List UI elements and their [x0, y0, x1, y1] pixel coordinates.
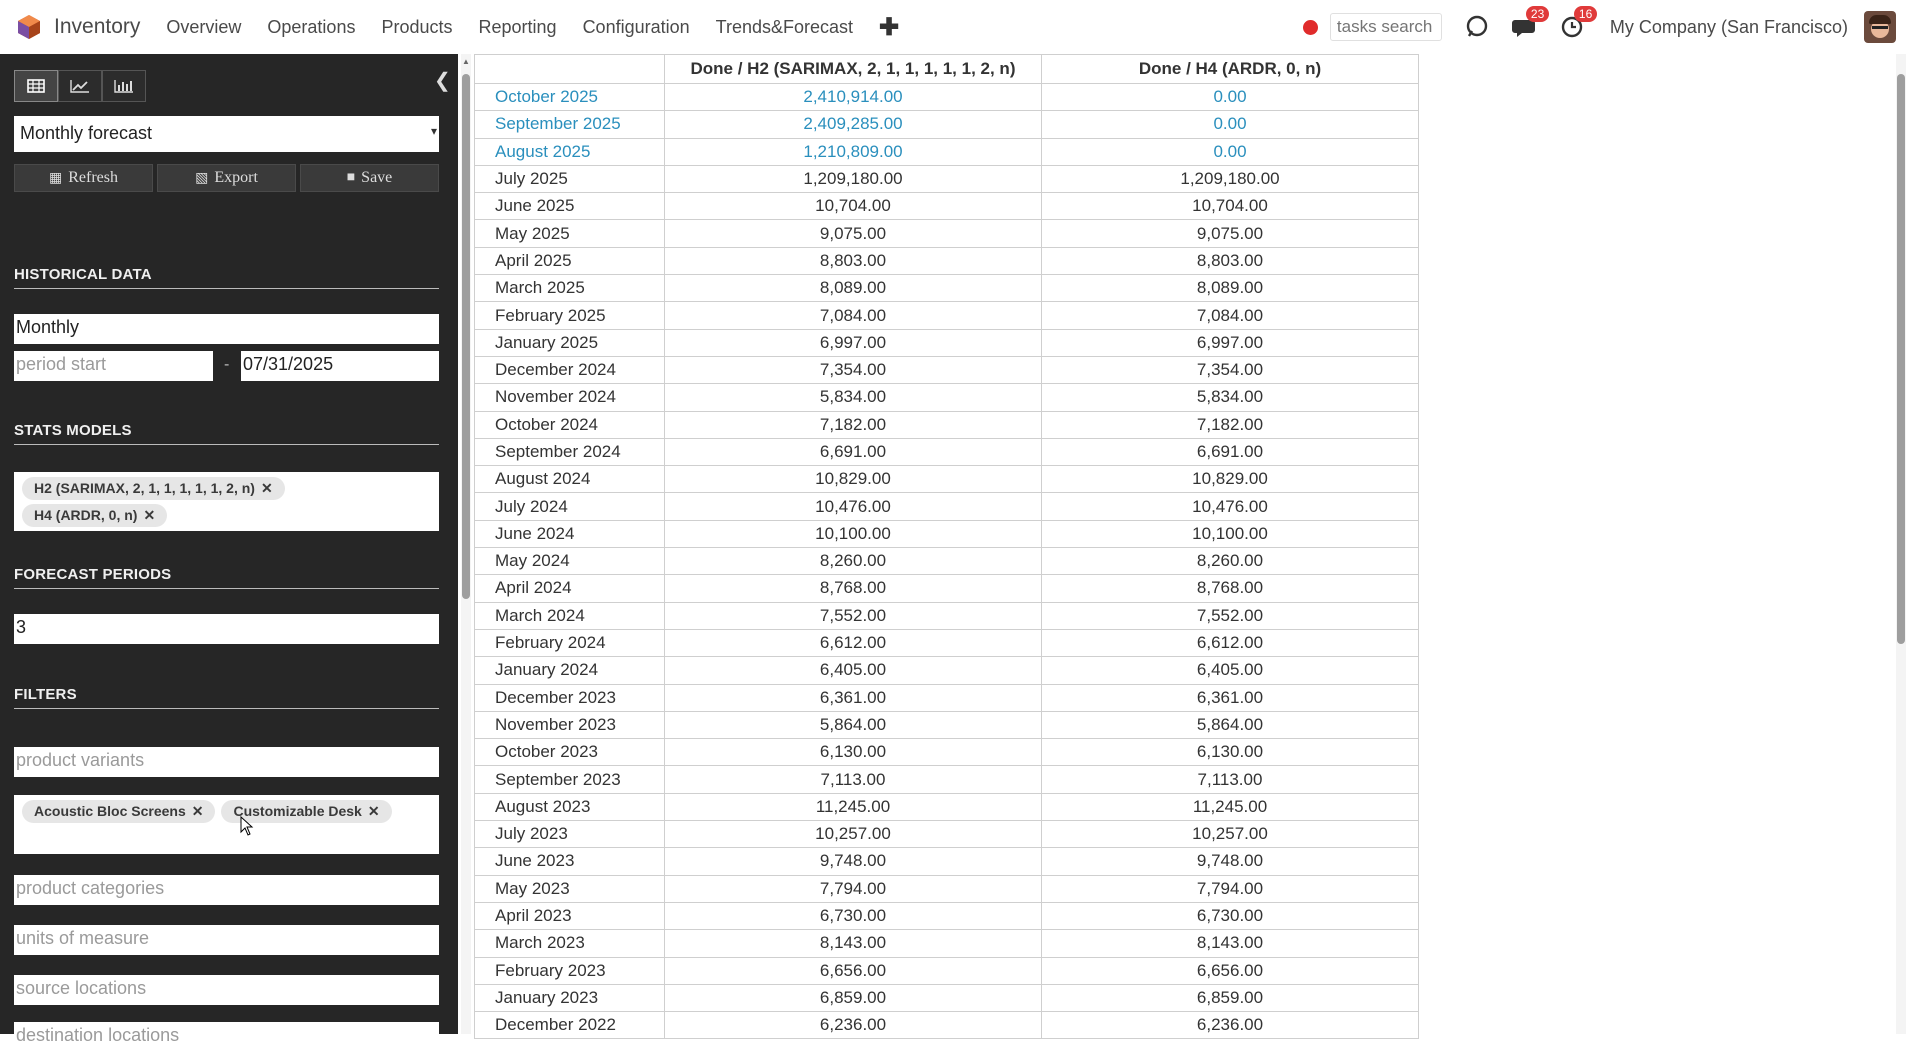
h2-value-cell: 5,834.00: [665, 384, 1042, 411]
page-scrollbar[interactable]: [1896, 54, 1906, 1034]
period-cell: July 2025: [475, 165, 665, 192]
h4-value-cell: 6,130.00: [1042, 739, 1419, 766]
table-row[interactable]: [475, 302, 1419, 329]
table-body: [475, 84, 1419, 1039]
caret-down-icon: ▾: [430, 124, 437, 138]
period-cell: September 2024: [475, 438, 665, 465]
period-cell: February 2023: [475, 957, 665, 984]
table-row[interactable]: [475, 602, 1419, 629]
h2-value-cell: 8,260.00: [665, 548, 1042, 575]
top-navbar: [0, 0, 1906, 54]
h2-value-cell: 7,182.00: [665, 411, 1042, 438]
table-row[interactable]: [475, 165, 1419, 192]
product-tag-acoustic: Acoustic Bloc Screens ✕: [22, 800, 215, 823]
h4-value-cell: 6,656.00: [1042, 957, 1419, 984]
table-row[interactable]: [475, 629, 1419, 656]
discuss-icon[interactable]: [1464, 14, 1490, 40]
menu-trends-forecast[interactable]: Trends&Forecast: [715, 16, 854, 37]
inventory-app-logo[interactable]: [16, 14, 42, 40]
forecast-table-wrapper: [474, 54, 1419, 1039]
scroll-up-icon[interactable]: ▲: [462, 57, 470, 66]
table-row[interactable]: [475, 84, 1419, 111]
table-row[interactable]: [475, 247, 1419, 274]
h2-value-cell: 8,768.00: [665, 575, 1042, 602]
table-row[interactable]: [475, 575, 1419, 602]
stats-models-tags[interactable]: [14, 472, 439, 531]
period-cell: May 2023: [475, 875, 665, 902]
line-chart-icon[interactable]: [58, 70, 102, 102]
export-button[interactable]: ▧ Export: [157, 164, 296, 192]
h2-value-cell: 7,354.00: [665, 356, 1042, 383]
h4-value-cell: 8,803.00: [1042, 247, 1419, 274]
period-cell: December 2023: [475, 684, 665, 711]
company-switcher[interactable]: My Company (San Francisco): [1609, 16, 1848, 37]
h2-value-cell: 6,405.00: [665, 657, 1042, 684]
bar-chart-icon[interactable]: [102, 70, 146, 102]
product-tag-desk: Customizable Desk ✕: [221, 800, 391, 823]
h4-value-cell: 10,476.00: [1042, 493, 1419, 520]
h2-value-cell: 8,803.00: [665, 247, 1042, 274]
h4-value-cell: 6,361.00: [1042, 684, 1419, 711]
table-row[interactable]: [475, 466, 1419, 493]
save-disk-icon: ■: [346, 170, 356, 185]
period-column-header: [475, 55, 665, 84]
table-row[interactable]: [475, 766, 1419, 793]
h2-value-cell: 1,210,809.00: [665, 138, 1042, 165]
h4-value-cell: 11,245.00: [1042, 793, 1419, 820]
h2-value-cell: 10,829.00: [665, 466, 1042, 493]
table-row[interactable]: [475, 793, 1419, 820]
topbar-right: [1303, 0, 1906, 54]
h4-value-cell: 6,691.00: [1042, 438, 1419, 465]
menu-products[interactable]: Products: [381, 16, 453, 37]
calculator-icon: ▦: [49, 170, 63, 186]
h4-value-cell: 8,768.00: [1042, 575, 1419, 602]
h4-value-cell: 7,552.00: [1042, 602, 1419, 629]
period-cell: January 2025: [475, 329, 665, 356]
period-cell: March 2025: [475, 275, 665, 302]
period-cell: March 2023: [475, 930, 665, 957]
mouse-cursor-icon: [240, 816, 254, 836]
period-cell: May 2025: [475, 220, 665, 247]
h2-value-cell: 6,236.00: [665, 1012, 1042, 1039]
table-row[interactable]: [475, 930, 1419, 957]
h2-value-cell: 6,859.00: [665, 984, 1042, 1011]
menu-configuration[interactable]: Configuration: [582, 16, 690, 37]
h4-value-cell: 10,257.00: [1042, 821, 1419, 848]
h2-value-cell: 7,552.00: [665, 602, 1042, 629]
h4-value-cell: 7,182.00: [1042, 411, 1419, 438]
table-row[interactable]: [475, 329, 1419, 356]
historical-data-title: HISTORICAL DATA: [14, 266, 439, 289]
period-cell: April 2023: [475, 902, 665, 929]
h4-value-cell: 0.00: [1042, 111, 1419, 138]
menu-operations[interactable]: Operations: [267, 16, 356, 37]
remove-tag-icon[interactable]: ✕: [367, 803, 380, 819]
period-cell: June 2024: [475, 520, 665, 547]
granularity-field[interactable]: Monthly: [14, 314, 439, 344]
table-row[interactable]: [475, 438, 1419, 465]
table-row[interactable]: [475, 520, 1419, 547]
h4-value-cell: 7,794.00: [1042, 875, 1419, 902]
period-cell: December 2024: [475, 356, 665, 383]
h4-value-cell: 8,143.00: [1042, 930, 1419, 957]
h4-value-cell: 10,704.00: [1042, 193, 1419, 220]
scrollbar-thumb[interactable]: [462, 74, 470, 599]
table-row[interactable]: [475, 111, 1419, 138]
remove-tag-icon[interactable]: ✕: [191, 803, 204, 819]
plus-icon[interactable]: ✚: [879, 13, 900, 41]
table-row[interactable]: [475, 902, 1419, 929]
period-start-input[interactable]: period start: [14, 351, 213, 381]
period-cell: July 2024: [475, 493, 665, 520]
h4-value-cell: 6,859.00: [1042, 984, 1419, 1011]
table-row[interactable]: [475, 411, 1419, 438]
h4-value-cell: 7,113.00: [1042, 766, 1419, 793]
view-switcher: [14, 70, 146, 102]
table-row[interactable]: [475, 711, 1419, 738]
forecast-periods-input[interactable]: 3: [14, 614, 439, 644]
period-cell: August 2024: [475, 466, 665, 493]
source-locations-input[interactable]: source locations: [14, 975, 439, 1005]
table-row[interactable]: [475, 384, 1419, 411]
h2-value-cell: 7,794.00: [665, 875, 1042, 902]
h2-value-cell: 6,730.00: [665, 902, 1042, 929]
forecast-periods-title: FORECAST PERIODS: [14, 566, 439, 589]
h2-value-cell: 6,691.00: [665, 438, 1042, 465]
refresh-button[interactable]: ▦ Refresh: [14, 164, 153, 192]
collapse-sidebar-icon[interactable]: ❮: [434, 70, 451, 92]
h2-value-cell: 6,361.00: [665, 684, 1042, 711]
units-of-measure-input[interactable]: units of measure: [14, 925, 439, 955]
h4-value-cell: 0.00: [1042, 138, 1419, 165]
period-cell: June 2023: [475, 848, 665, 875]
action-buttons: [14, 164, 439, 192]
period-cell: August 2025: [475, 138, 665, 165]
h2-value-cell: 7,113.00: [665, 766, 1042, 793]
h2-value-cell: 1,209,180.00: [665, 165, 1042, 192]
h2-value-cell: 2,409,285.00: [665, 111, 1042, 138]
h4-value-cell: 10,100.00: [1042, 520, 1419, 547]
period-cell: November 2023: [475, 711, 665, 738]
h4-value-cell: 8,260.00: [1042, 548, 1419, 575]
forecast-table: [474, 54, 1419, 1039]
h4-value-cell: 6,612.00: [1042, 629, 1419, 656]
table-row[interactable]: [475, 848, 1419, 875]
h2-value-cell: 8,089.00: [665, 275, 1042, 302]
menu-reporting[interactable]: Reporting: [478, 16, 557, 37]
period-cell: July 2023: [475, 821, 665, 848]
period-cell: January 2023: [475, 984, 665, 1011]
table-row[interactable]: [475, 193, 1419, 220]
table-row[interactable]: [475, 1012, 1419, 1039]
h4-value-cell: 5,834.00: [1042, 384, 1419, 411]
table-row[interactable]: [475, 821, 1419, 848]
h2-value-cell: 10,257.00: [665, 821, 1042, 848]
h4-value-cell: 6,730.00: [1042, 902, 1419, 929]
table-row[interactable]: [475, 220, 1419, 247]
app-name[interactable]: Inventory: [54, 15, 141, 38]
h2-value-cell: 10,476.00: [665, 493, 1042, 520]
table-row[interactable]: [475, 493, 1419, 520]
model-tag-h4: H4 (ARDR, 0, n) ✕: [22, 504, 167, 527]
period-cell: June 2025: [475, 193, 665, 220]
table-row[interactable]: [475, 739, 1419, 766]
forecast-preset-select[interactable]: [14, 116, 439, 152]
table-row[interactable]: [475, 548, 1419, 575]
save-button[interactable]: ■ Save: [300, 164, 439, 192]
table-row[interactable]: [475, 275, 1419, 302]
period-cell: April 2025: [475, 247, 665, 274]
table-row[interactable]: [475, 356, 1419, 383]
recording-dot-icon[interactable]: [1303, 20, 1318, 35]
h2-column-header[interactable]: Done / H2 (SARIMAX, 2, 1, 1, 1, 1, 1, 2, n): [665, 55, 1042, 84]
h4-value-cell: 8,089.00: [1042, 275, 1419, 302]
period-cell: January 2024: [475, 657, 665, 684]
h4-value-cell: 10,829.00: [1042, 466, 1419, 493]
h2-value-cell: 9,075.00: [665, 220, 1042, 247]
model-tag-h2: H2 (SARIMAX, 2, 1, 1, 1, 1, 1, 2, n) ✕: [22, 477, 285, 500]
messages-badge: 23: [1526, 6, 1549, 22]
filters-title: FILTERS: [14, 686, 439, 709]
period-cell: August 2023: [475, 793, 665, 820]
table-row[interactable]: [475, 657, 1419, 684]
messages-icon[interactable]: [1512, 7, 1545, 40]
h4-column-header[interactable]: Done / H4 (ARDR, 0, n): [1042, 55, 1419, 84]
table-row[interactable]: [475, 957, 1419, 984]
h4-value-cell: 7,084.00: [1042, 302, 1419, 329]
period-cell: October 2024: [475, 411, 665, 438]
table-view-icon[interactable]: [14, 70, 58, 102]
h2-value-cell: 6,130.00: [665, 739, 1042, 766]
period-cell: November 2024: [475, 384, 665, 411]
period-cell: October 2023: [475, 739, 665, 766]
h2-value-cell: 6,997.00: [665, 329, 1042, 356]
scrollbar-thumb[interactable]: [1897, 74, 1905, 644]
period-cell: December 2022: [475, 1012, 665, 1039]
table-row[interactable]: [475, 138, 1419, 165]
h2-value-cell: 10,100.00: [665, 520, 1042, 547]
forecast-sidebar: [0, 54, 458, 1045]
period-cell: May 2024: [475, 548, 665, 575]
h2-value-cell: 6,656.00: [665, 957, 1042, 984]
period-cell: September 2023: [475, 766, 665, 793]
h2-value-cell: 10,704.00: [665, 193, 1042, 220]
h2-value-cell: 9,748.00: [665, 848, 1042, 875]
period-cell: April 2024: [475, 575, 665, 602]
h2-value-cell: 11,245.00: [665, 793, 1042, 820]
period-cell: February 2024: [475, 629, 665, 656]
h2-value-cell: 8,143.00: [665, 930, 1042, 957]
sidebar-scrollbar[interactable]: [461, 54, 471, 1034]
period-cell: March 2024: [475, 602, 665, 629]
h4-value-cell: 7,354.00: [1042, 356, 1419, 383]
product-categories-input[interactable]: product categories: [14, 875, 439, 905]
remove-tag-icon[interactable]: ✕: [143, 507, 156, 523]
table-row[interactable]: [475, 684, 1419, 711]
table-row[interactable]: [475, 984, 1419, 1011]
date-range-dash: -: [224, 356, 230, 373]
tasks-search-input[interactable]: [1330, 13, 1442, 41]
destination-locations-input[interactable]: destination locations: [14, 1022, 439, 1052]
h4-value-cell: 6,997.00: [1042, 329, 1419, 356]
forecast-preset-value: Monthly forecast: [20, 123, 153, 143]
h2-value-cell: 5,864.00: [665, 711, 1042, 738]
h4-value-cell: 0.00: [1042, 84, 1419, 111]
period-cell: September 2025: [475, 111, 665, 138]
h2-value-cell: 2,410,914.00: [665, 84, 1042, 111]
stats-models-title: STATS MODELS: [14, 422, 439, 445]
user-avatar[interactable]: [1864, 11, 1896, 43]
h2-value-cell: 6,612.00: [665, 629, 1042, 656]
h4-value-cell: 9,075.00: [1042, 220, 1419, 247]
activities-badge: 16: [1574, 6, 1597, 22]
h4-value-cell: 5,864.00: [1042, 711, 1419, 738]
period-end-input[interactable]: 07/31/2025: [241, 351, 439, 381]
period-cell: October 2025: [475, 84, 665, 111]
table-header-row: [475, 55, 1419, 84]
h4-value-cell: 6,405.00: [1042, 657, 1419, 684]
h4-value-cell: 6,236.00: [1042, 1012, 1419, 1039]
period-cell: February 2025: [475, 302, 665, 329]
h2-value-cell: 7,084.00: [665, 302, 1042, 329]
product-variants-input[interactable]: product variants: [14, 747, 439, 777]
table-row[interactable]: [475, 875, 1419, 902]
remove-tag-icon[interactable]: ✕: [260, 480, 273, 496]
h4-value-cell: 1,209,180.00: [1042, 165, 1419, 192]
excel-file-icon: ▧: [195, 170, 209, 186]
menu-overview[interactable]: Overview: [166, 16, 242, 37]
h4-value-cell: 9,748.00: [1042, 848, 1419, 875]
product-tags[interactable]: [14, 795, 439, 854]
activities-clock-icon[interactable]: [1560, 7, 1593, 40]
